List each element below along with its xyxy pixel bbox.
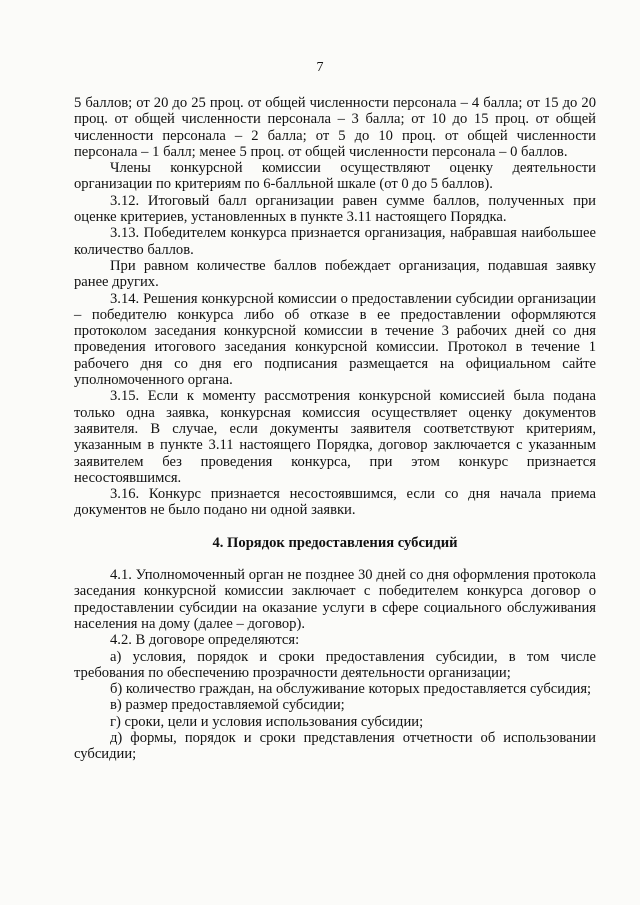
paragraph: Члены конкурсной комиссии осуществляют оценку деятельности организации по критериям по 6-балльной шкале (от 0 до 5 баллов). [74,160,596,193]
paragraph: 5 баллов; от 20 до 25 проц. от общей численности персонала – 4 балла; от 15 до 20 проц. от общей численности персонала – 3 балла; от 10 до 15 проц. от общей численности персонала – 2 балла; от 5 до 10 проц. от общей численности персонала – 1 балл; менее 5 проц. от общей численности персонала – 0 баллов. [74,95,596,160]
list-item: г) сроки, цели и условия использования субсидии; [110,713,424,730]
section-heading: 4. Порядок предоставления субсидий [212,534,458,551]
paragraph: 4.2. В договоре определяются: [110,632,300,649]
list-item: в) размер предоставляемой субсидии; [110,697,345,714]
list-item: б) количество граждан, на обслуживание которых предоставляется субсидия; [110,681,592,698]
paragraph: 3.12. Итоговый балл организации равен сумме баллов, полученных при оценке критериев, установленных в пункте 3.11 настоящего Порядка. [74,192,596,226]
paragraph: 3.16. Конкурс признается несостоявшимся, если со дня начала приема документов не было подано ни одной заявки. [74,486,596,519]
paragraph: При равном количестве баллов побеждает организация, подавшая заявку ранее других. [74,257,596,291]
page-number: 7 [316,60,324,75]
paragraph: 3.15. Если к моменту рассмотрения конкурсной комиссией была подана только одна заявка, конкурсная комиссия осуществляет оценку документов заявителя. В случае, если документы заявителя соответствуют критериям, указанным в пункте 3.11 настоящего Порядка, договор заключается с указанным заявителем без проведения конкурса, при этом конкурс признается несостоявшимся. [74,388,596,486]
document-body [74,95,596,763]
paragraph: 4.1. Уполномоченный орган не позднее 30 дней со дня оформления протокола заседания конкурсной комиссии заключает с победителем конкурса договор о предоставлении субсидии на оказание услуги в сфере социального обслуживания населения на дому (далее – договор). [74,567,596,632]
paragraph: 3.13. Победителем конкурса признается организация, набравшая наибольшее количество баллов. [74,225,596,258]
list-item: д) формы, порядок и сроки представления отчетности об использовании субсидии; [74,729,596,763]
paragraph: 3.14. Решения конкурсной комиссии о предоставлении субсидии организации – победителю конкурса либо об отказе в ее предоставлении оформляются протоколом заседания конкурсной комиссии в течение 3 рабочих дней со дня проведения итогового заседания конкурсной комиссии. Протокол в течение 1 рабочего дня со дня его подписания размещается на официальном сайте уполномоченного органа. [74,290,596,389]
list-item: а) условия, порядок и сроки предоставления субсидии, в том числе требования по обеспечению прозрачности деятельности организации; [74,648,596,681]
